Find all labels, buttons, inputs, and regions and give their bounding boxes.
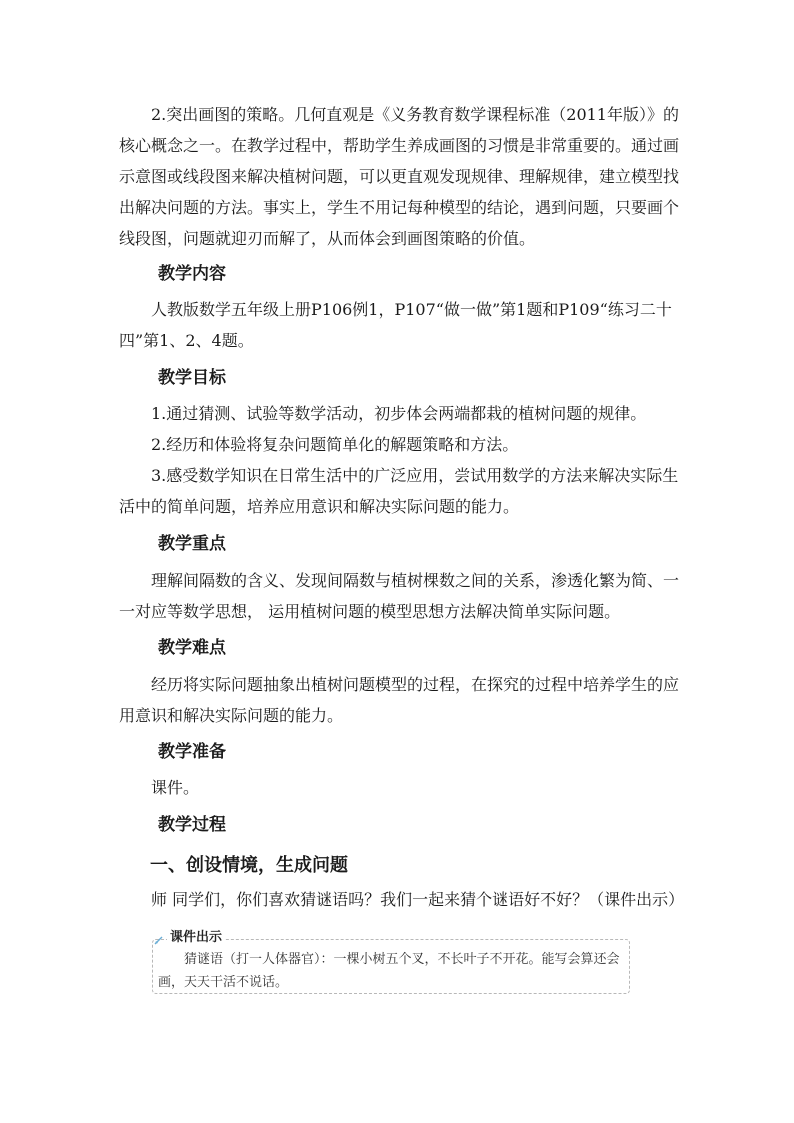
- goal-item-3: 3.感受数学知识在日常生活中的广泛应用，尝试用数学的方法来解决实际生活中的简单问题，培养应用意识和解决实际问题的能力。: [119, 466, 679, 516]
- difficulty-text: 经历将实际问题抽象出植树问题模型的过程，在探究的过程中培养学生的应用意识和解决实际问题的能力。: [119, 675, 680, 725]
- goals-heading: 教学目标: [158, 368, 226, 388]
- section-heading: 一、创设情境，生成问题: [150, 855, 348, 876]
- callout-label: 课件出示: [167, 929, 225, 947]
- goal-item-1: 1.通过猜测、试验等数学活动，初步体会两端都栽的植树问题的规律。: [151, 404, 647, 423]
- prep-heading: 教学准备: [158, 742, 226, 762]
- focus-heading: 教学重点: [158, 534, 226, 554]
- focus-text: 理解间隔数的含义、发现间隔数与植树棵数之间的关系，渗透化繁为简、一一对应等数学思想， 运用植树问题的模型思想方法解决简单实际问题。: [119, 571, 680, 621]
- difficulty-heading: 教学难点: [158, 638, 226, 658]
- callout-text: 猜谜语（打一人体器官）：一棵小树五个叉，不长叶子不开花。能写会算还会画，天天干活不说话。: [158, 952, 620, 990]
- content-text: 人教版数学五年级上册P106例1，P107“做一做”第1题和P109“练习二十四”第1、2、4题。: [119, 300, 672, 350]
- teacher-line: 师 同学们，你们喜欢猜谜语吗？我们一起来猜个谜语好不好？（课件出示）: [151, 890, 685, 909]
- intro-paragraph: 2.突出画图的策略。几何直观是《义务教育数学课程标准（2011年版）》的核心概念之一。在教学过程中，帮助学生养成画图的习惯是非常重要的。通过画示意图或线段图来解决植树问题，可以更直观发现规律、理解规律，建立模型找出解决问题的方法。事实上，学生不用记每种模型的结论，遇到问题，只要画个线段图，问题就迎刃而解了，从而体会到画图策略的价值。: [119, 105, 680, 248]
- process-heading: 教学过程: [158, 815, 226, 835]
- pencil-icon: [153, 934, 165, 946]
- prep-text: 课件。: [151, 778, 200, 797]
- goal-item-2: 2.经历和体验将复杂问题简单化的解题策略和方法。: [151, 435, 519, 454]
- content-heading: 教学内容: [158, 264, 226, 284]
